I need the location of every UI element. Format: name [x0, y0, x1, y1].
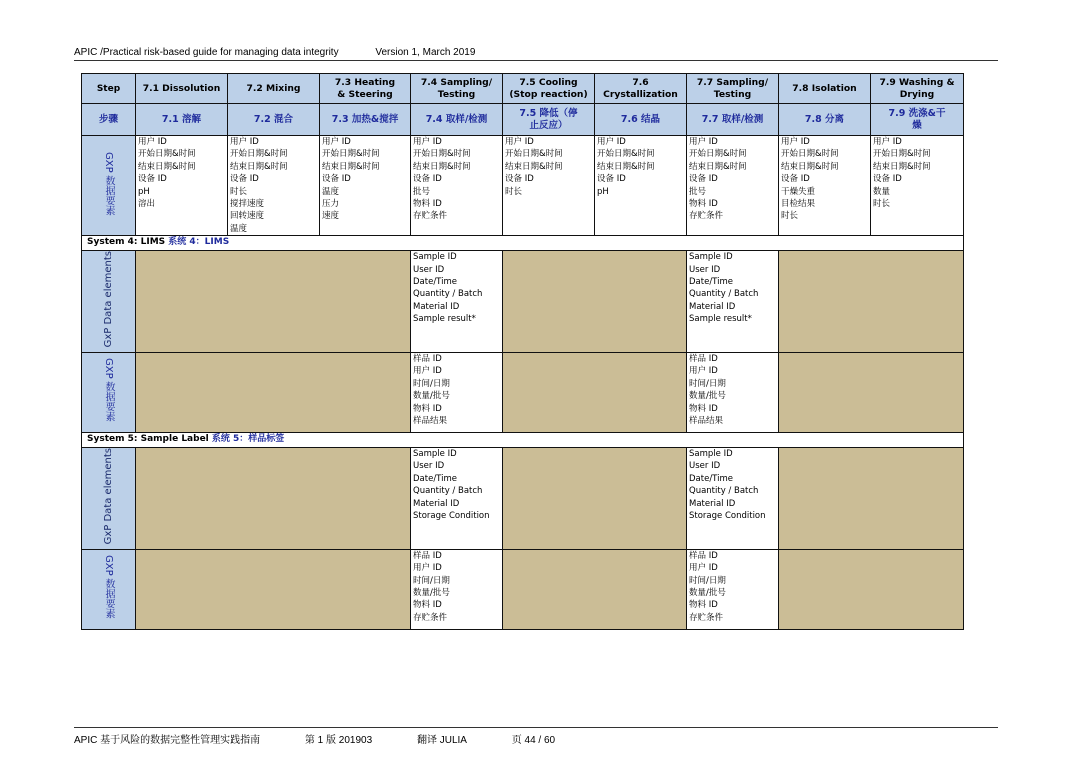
step-header-en: [687, 74, 779, 104]
footer-translator: 翻译 JULIA: [416, 735, 467, 746]
system4-en-cell: [411, 251, 503, 353]
system5-zh-item-line: 存贮条件: [413, 612, 448, 623]
step-header-en-line: 7.5 Cooling: [519, 76, 578, 88]
gxp-zh-vertical-label: GXP 数据要素: [103, 151, 114, 216]
gxp-zh-cell: [871, 136, 964, 236]
step-header-zh: [503, 104, 595, 136]
header-version: Version 1, March 2019: [375, 47, 476, 58]
system4-en-vertical-label: GxP Data elements: [103, 251, 114, 348]
system4-en-item-line: User ID: [689, 264, 721, 275]
step-header-en: [595, 74, 687, 104]
gxp-zh-item-line: 设备 ID: [873, 174, 902, 185]
gxp-zh-item-line: 存贮条件: [413, 211, 448, 222]
system4-title-zh: 系统 4：LIMS: [168, 237, 230, 248]
system4-zh-item-line: 物料 ID: [413, 403, 442, 414]
gxp-zh-item-line: 结束日期&时间: [781, 161, 839, 172]
step-header-en: [320, 74, 411, 104]
system4-en-item-line: Date/Time: [689, 277, 733, 288]
gxp-zh-item-line: 用户 ID: [597, 137, 626, 147]
gxp-zh-item-line: 温度: [230, 223, 248, 234]
gxp-zh-item-line: 温度: [322, 186, 340, 197]
gxp-zh-item-line: 开始日期&时间: [138, 149, 196, 160]
system5-en-item-line: Storage Condition: [689, 511, 766, 522]
gxp-zh-item-line: 时长: [781, 211, 799, 222]
system5-en-item-line: Quantity / Batch: [413, 486, 483, 497]
system4-title: [82, 236, 964, 251]
gxp-zh-item-line: 批号: [689, 186, 707, 197]
gxp-zh-item-line: 时长: [505, 186, 523, 197]
system4-en-item-line: Quantity / Batch: [689, 289, 759, 300]
step-header-zh: [228, 104, 320, 136]
system5-zh-item-line: 数量/批号: [689, 588, 726, 599]
system5-en-cell: [687, 448, 779, 550]
system5-zh-item-line: 用户 ID: [413, 563, 442, 574]
system5-zh-item-line: 时间/日期: [689, 575, 726, 586]
gxp-zh-item-line: 搅拌速度: [230, 199, 265, 210]
step-header-zh-line: 7.2 混合: [253, 113, 294, 125]
system5-zh-cell: [411, 549, 503, 629]
gxp-zh-row-label: [82, 136, 136, 236]
gxp-zh-item-line: 设备 ID: [230, 174, 259, 185]
gxp-zh-row: [82, 136, 964, 236]
gxp-zh-item-line: 用户 ID: [689, 137, 718, 147]
step-header-en-line: 7.7 Sampling/: [696, 76, 769, 88]
system4-zh-empty: [136, 353, 411, 433]
step-header-zh-line: 燥: [912, 119, 922, 131]
gxp-zh-item-line: 速度: [322, 211, 340, 222]
system4-zh-item-line: 物料 ID: [689, 403, 718, 414]
step-header-row: [82, 74, 964, 104]
system5-en-vertical-label: GxP Data elements: [103, 448, 114, 545]
step-header-en-line: 7.6: [632, 76, 649, 88]
system4-title-en: System 4: LIMS: [87, 237, 169, 248]
system5-zh-empty: [503, 549, 687, 629]
gxp-zh-item-line: 设备 ID: [505, 174, 534, 185]
page-footer: [74, 731, 597, 746]
system4-en-item-line: Date/Time: [413, 277, 457, 288]
system5-en-empty: [136, 448, 411, 550]
system4-zh-item-line: 时间/日期: [689, 378, 726, 389]
system4-zh-item-line: 时间/日期: [413, 378, 450, 389]
gxp-zh-item-line: 结束日期&时间: [138, 161, 196, 172]
gxp-zh-item-line: 回转速度: [230, 211, 265, 222]
system5-zh-cell: [687, 549, 779, 629]
system5-en-item-line: Quantity / Batch: [689, 486, 759, 497]
system4-zh-row: [82, 353, 964, 433]
system5-title: [82, 433, 964, 448]
step-header-en-line: 7.3 Heating: [334, 76, 396, 88]
gxp-zh-cell: [687, 136, 779, 236]
footer-edition: 第 1 版 201903: [304, 735, 373, 746]
step-header-zh-row: [82, 104, 964, 136]
system5-title-row: [82, 433, 964, 448]
system5-zh-item-line: 样品 ID: [413, 550, 442, 561]
system5-zh-item-line: 物料 ID: [689, 600, 718, 611]
system4-zh-item-line: 用户 ID: [689, 366, 718, 377]
system5-title-en: System 5: Sample Label: [87, 434, 212, 445]
system4-zh-item-line: 数量/批号: [413, 391, 450, 402]
step-header-zh-line: 7.1 溶解: [161, 113, 202, 125]
gxp-zh-item-line: 用户 ID: [781, 137, 810, 147]
step-header-zh: [687, 104, 779, 136]
gxp-zh-item-line: 用户 ID: [138, 137, 167, 147]
gxp-zh-item-line: 设备 ID: [597, 174, 626, 185]
step-header-en-line: 7.4 Sampling/: [420, 76, 493, 88]
gxp-zh-cell: [503, 136, 595, 236]
system4-zh-item-line: 用户 ID: [413, 366, 442, 377]
system5-zh-vertical-label: GXP 数据要素: [103, 555, 114, 620]
system4-title-row: [82, 236, 964, 251]
system5-en-row: [82, 448, 964, 550]
step-header-zh: [320, 104, 411, 136]
system4-en-empty: [503, 251, 687, 353]
system4-zh-empty: [503, 353, 687, 433]
gxp-zh-item-line: 设备 ID: [322, 174, 351, 185]
page-header: [74, 47, 475, 58]
step-header-en: [228, 74, 320, 104]
gxp-zh-item-line: 物料 ID: [689, 199, 718, 210]
gxp-zh-item-line: pH: [138, 186, 150, 197]
gxp-zh-item-line: 设备 ID: [413, 174, 442, 185]
gxp-zh-cell: [320, 136, 411, 236]
step-header-en-line: 7.1 Dissolution: [142, 82, 221, 94]
system4-zh-empty: [779, 353, 964, 433]
system4-en-item-line: Sample ID: [413, 252, 457, 263]
system5-zh-empty: [779, 549, 964, 629]
step-header-en-line: (Stop reaction): [509, 88, 588, 100]
system4-zh-item-line: 样品结果: [413, 416, 448, 427]
gxp-zh-cell: [779, 136, 871, 236]
system5-zh-row-label: [82, 549, 136, 629]
gxp-zh-item-line: 时长: [873, 199, 891, 210]
step-header-en-line: & Steering: [337, 88, 393, 100]
step-header-en: [503, 74, 595, 104]
gxp-zh-cell: [411, 136, 503, 236]
gxp-zh-item-line: 用户 ID: [505, 137, 534, 147]
system4-zh-item-line: 样品结果: [689, 416, 724, 427]
system4-en-cell: [687, 251, 779, 353]
gxp-zh-item-line: 开始日期&时间: [322, 149, 380, 160]
gxp-zh-item-line: 结束日期&时间: [597, 161, 655, 172]
gxp-zh-cell: [136, 136, 228, 236]
system4-zh-cell: [687, 353, 779, 433]
system4-zh-item-line: 数量/批号: [689, 391, 726, 402]
step-header-en: [871, 74, 964, 104]
system5-en-empty: [779, 448, 964, 550]
gxp-zh-item-line: 用户 ID: [322, 137, 351, 147]
system5-en-row-label: [82, 448, 136, 550]
system5-zh-item-line: 物料 ID: [413, 600, 442, 611]
system4-en-item-line: Material ID: [413, 301, 460, 312]
system5-zh-item-line: 时间/日期: [413, 575, 450, 586]
system5-en-empty: [503, 448, 687, 550]
step-header-zh: [136, 104, 228, 136]
system4-en-item-line: Material ID: [689, 301, 736, 312]
system4-en-item-line: Sample result*: [689, 314, 752, 325]
step-header-zh: [779, 104, 871, 136]
step-label: Step: [82, 74, 136, 104]
footer-page: 页 44 / 60: [511, 735, 556, 746]
gxp-zh-item-line: 结束日期&时间: [689, 161, 747, 172]
step-header-zh-line: 7.4 取样/检测: [425, 113, 488, 125]
step-header-zh-line: 止反应）: [529, 119, 568, 131]
system4-en-empty: [779, 251, 964, 353]
step-header-en-line: 7.2 Mixing: [246, 82, 301, 94]
gxp-zh-item-line: 结束日期&时间: [230, 161, 288, 172]
system5-en-item-line: Date/Time: [689, 473, 733, 484]
step-header-zh: [871, 104, 964, 136]
system5-en-item-line: Sample ID: [689, 449, 733, 460]
gxp-zh-item-line: 开始日期&时间: [597, 149, 655, 160]
step-header-en-line: 7.8 Isolation: [792, 82, 857, 94]
step-header-en-line: Testing: [713, 88, 752, 100]
system4-zh-item-line: 样品 ID: [413, 354, 442, 365]
system4-en-item-line: User ID: [413, 264, 445, 275]
system4-zh-cell: [411, 353, 503, 433]
step-header-en: [136, 74, 228, 104]
gxp-zh-cell: [595, 136, 687, 236]
gxp-zh-item-line: 开始日期&时间: [873, 149, 931, 160]
step-header-en-line: Crystallization: [603, 88, 678, 100]
footer-rule: [74, 727, 998, 728]
step-header-en-line: 7.9 Washing &: [879, 76, 955, 88]
gxp-zh-item-line: 结束日期&时间: [873, 161, 931, 172]
system5-en-item-line: Sample ID: [413, 449, 457, 460]
gxp-zh-item-line: 溶出: [138, 199, 156, 210]
system5-en-item-line: Storage Condition: [413, 511, 490, 522]
system5-en-item-line: User ID: [689, 461, 721, 472]
system5-zh-item-line: 用户 ID: [689, 563, 718, 574]
gxp-zh-item-line: 开始日期&时间: [230, 149, 288, 160]
step-header-zh-line: 7.6 结晶: [620, 113, 661, 125]
header-title: APIC /Practical risk-based guide for managing data integrity: [74, 47, 339, 58]
system4-zh-vertical-label: GXP 数据要素: [103, 358, 114, 423]
header-rule: [74, 60, 998, 61]
gxp-zh-item-line: 物料 ID: [413, 199, 442, 210]
gxp-zh-item-line: 压力: [322, 199, 340, 210]
gxp-zh-item-line: 结束日期&时间: [322, 161, 380, 172]
gxp-zh-item-line: 开始日期&时间: [413, 149, 471, 160]
system5-zh-item-line: 样品 ID: [689, 550, 718, 561]
system4-en-item-line: Sample result*: [413, 314, 476, 325]
system5-zh-empty: [136, 549, 411, 629]
data-elements-table: [81, 73, 964, 630]
step-header-en: [779, 74, 871, 104]
system4-zh-row-label: [82, 353, 136, 433]
gxp-zh-item-line: 开始日期&时间: [689, 149, 747, 160]
step-header-en-line: Drying: [899, 88, 935, 100]
step-header-zh-line: 7.5 降低（停: [519, 107, 578, 119]
gxp-zh-item-line: 用户 ID: [230, 137, 259, 147]
step-header-zh-line: 7.3 加热&搅拌: [331, 113, 399, 125]
gxp-zh-item-line: 批号: [413, 186, 431, 197]
gxp-zh-item-line: 开始日期&时间: [781, 149, 839, 160]
gxp-zh-item-line: 开始日期&时间: [505, 149, 563, 160]
system5-en-cell: [411, 448, 503, 550]
gxp-zh-item-line: 数量: [873, 186, 891, 197]
gxp-zh-item-line: 用户 ID: [413, 137, 442, 147]
gxp-zh-item-line: 设备 ID: [781, 174, 810, 185]
step-header-en-line: Testing: [437, 88, 476, 100]
step-header-zh: [595, 104, 687, 136]
system4-en-empty: [136, 251, 411, 353]
step-label-zh: 步骤: [82, 104, 136, 136]
gxp-zh-item-line: 目检结果: [781, 199, 816, 210]
gxp-zh-item-line: pH: [597, 186, 609, 197]
gxp-zh-item-line: 存贮条件: [689, 211, 724, 222]
gxp-zh-item-line: 设备 ID: [138, 174, 167, 185]
system5-zh-item-line: 数量/批号: [413, 588, 450, 599]
step-header-zh-line: 7.7 取样/检测: [701, 113, 764, 125]
step-header-zh-line: 7.8 分离: [804, 113, 845, 125]
gxp-zh-item-line: 结束日期&时间: [413, 161, 471, 172]
system5-title-zh: 系统 5：样品标签: [211, 434, 285, 445]
step-header-zh: [411, 104, 503, 136]
system5-zh-item-line: 存贮条件: [689, 612, 724, 623]
footer-doc: APIC 基于风险的数据完整性管理实践指南: [74, 735, 261, 746]
gxp-zh-item-line: 设备 ID: [689, 174, 718, 185]
system5-en-item-line: Date/Time: [413, 473, 457, 484]
system5-en-item-line: Material ID: [689, 498, 736, 509]
gxp-zh-cell: [228, 136, 320, 236]
system5-en-item-line: User ID: [413, 461, 445, 472]
system4-en-item-line: Sample ID: [689, 252, 733, 263]
gxp-zh-item-line: 用户 ID: [873, 137, 902, 147]
gxp-zh-item-line: 时长: [230, 186, 248, 197]
gxp-zh-item-line: 干燥失重: [781, 186, 816, 197]
step-header-en: [411, 74, 503, 104]
system4-en-row: [82, 251, 964, 353]
system5-en-item-line: Material ID: [413, 498, 460, 509]
step-header-zh-line: 7.9 洗涤&干: [888, 107, 946, 119]
system5-zh-row: [82, 549, 964, 629]
gxp-zh-item-line: 结束日期&时间: [505, 161, 563, 172]
system4-en-row-label: [82, 251, 136, 353]
system4-en-item-line: Quantity / Batch: [413, 289, 483, 300]
system4-zh-item-line: 样品 ID: [689, 354, 718, 365]
